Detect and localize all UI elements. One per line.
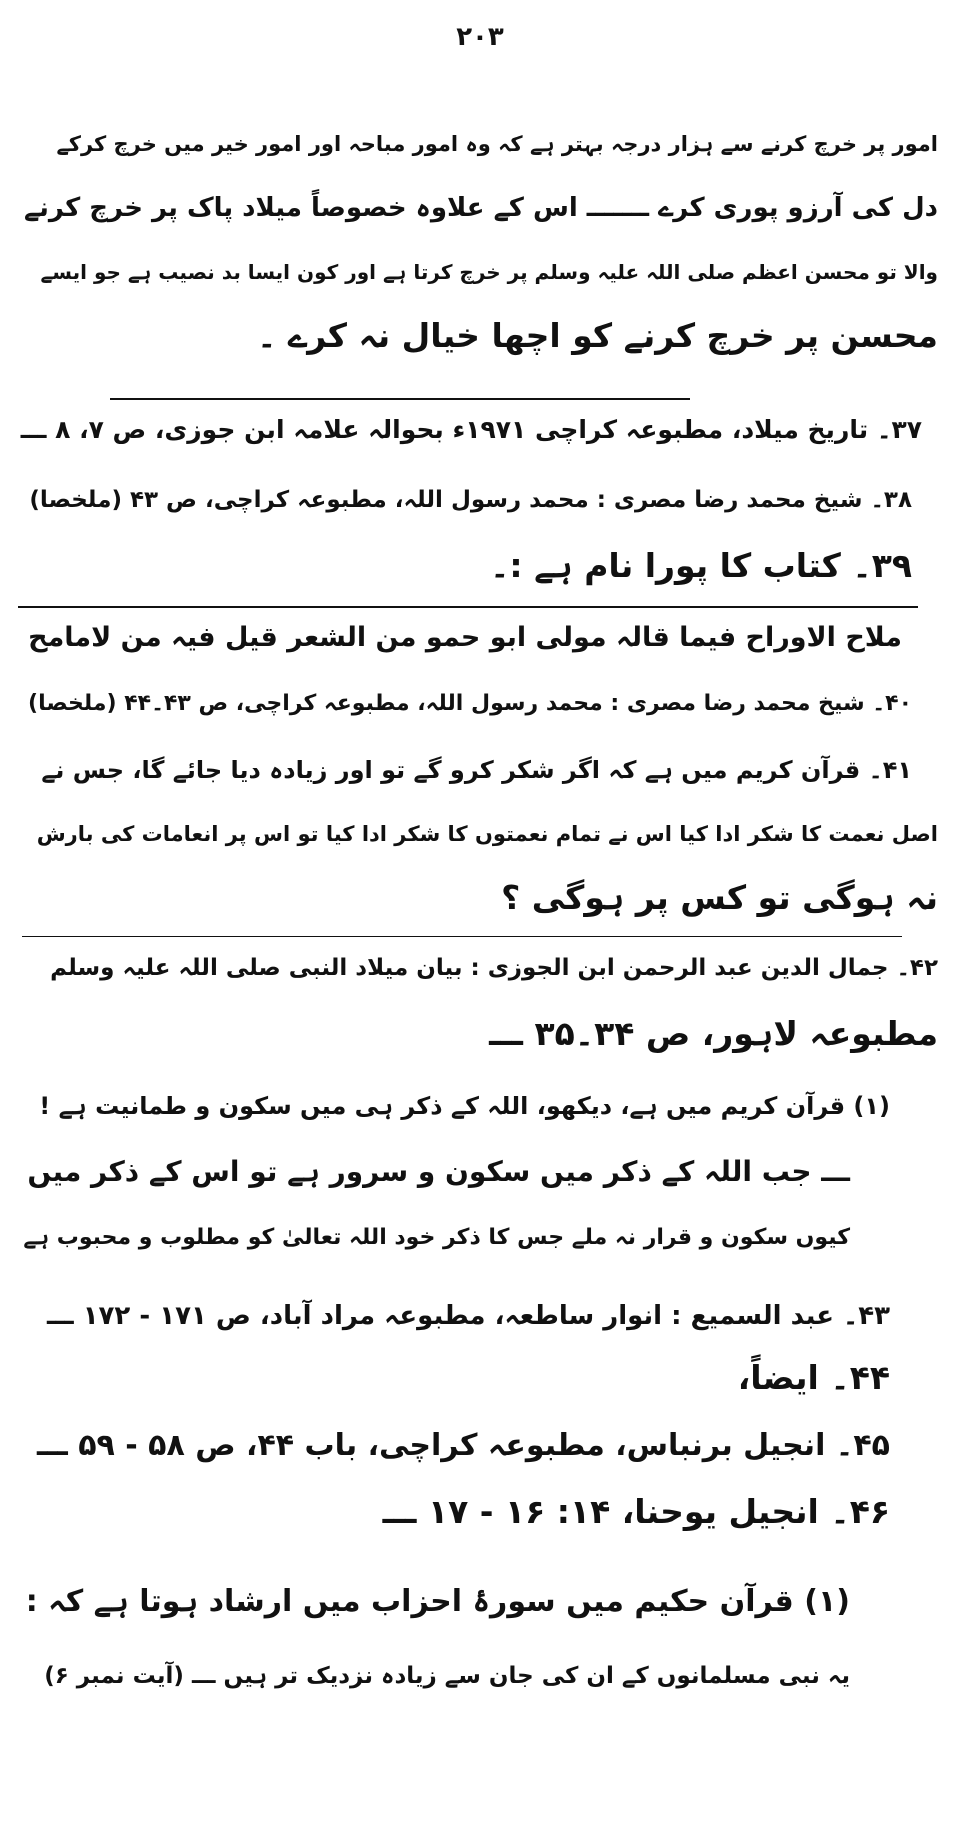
footnote-line: ۴۶۔ انجیل یوحنا، ۱۴: ۱۶ - ۱۷ ـــ (382, 1492, 890, 1531)
footnote-line: (۱) قرآن کریم میں ہے، دیکھو، اللہ کے ذکر ہی میں سکون و طمانیت ہے ! (39, 1092, 890, 1120)
footnote-line: یہ نبی مسلمانوں کے ان کی جان سے زیادہ نزدیک تر ہیں ـــ (آیت نمبر ۶) (44, 1663, 850, 1689)
footnote-line: ملاح الاوراح فیما قالہ مولی ابو حمو من الشعر قیل فیہ من لامامح (28, 622, 902, 653)
footnote-line: کیوں سکون و قرار نہ ملے جس کا ذکر خود اللہ تعالیٰ کو مطلوب و محبوب ہے (23, 1225, 850, 1250)
footnote-line: ۴۴۔ ایضاً، (737, 1358, 890, 1397)
footnote-line: ۴۲۔ جمال الدین عبد الرحمن ابن الجوزی : بیان میلاد النبی صلی اللہ علیہ وسلم (50, 955, 938, 981)
paragraph-line: محسن پر خرچ کرنے کو اچھا خیال نہ کرے ۔ (257, 316, 938, 355)
paragraph-line: امور پر خرچ کرنے سے ہزار درجہ بہتر ہے کہ وہ امور مباحہ اور امور خیر میں خرچ کرکے (56, 132, 938, 156)
paragraph-line: والا تو محسن اعظم صلی اللہ علیہ وسلم پر خرچ کرتا ہے اور کون ایسا بد نصیب ہے جو ایسے (40, 260, 938, 284)
footnote-line: ـــ جب اللہ کے ذکر میں سکون و سرور ہے تو اس کے ذکر میں (27, 1155, 850, 1188)
footnote-line: نہ ہوگی تو کس پر ہوگی ؟ (501, 878, 938, 917)
footnote-line: (۱) قرآن حکیم میں سورۂ احزاب میں ارشاد ہوتا ہے کہ : (25, 1584, 850, 1619)
page-number: ۲۰۳ (456, 22, 504, 52)
separator-line (22, 936, 902, 937)
footnote-line: اصل نعمت کا شکر ادا کیا اس نے تمام نعمتوں کا شکر ادا کیا تو اس پر انعامات کی بارش (36, 822, 938, 846)
footnote-line: مطبوعہ لاہور، ص ۳۴۔۳۵ ـــ (489, 1014, 938, 1053)
footnote-line: ۴۰۔ شیخ محمد رضا مصری : محمد رسول اللہ، مطبوعہ کراچی، ص ۴۳۔۴۴ (ملخصا) (28, 691, 912, 716)
footnote-line: ۴۳۔ عبد السمیع : انوار ساطعہ، مطبوعہ مراد آباد، ص ۱۷۱ - ۱۷۲ ـــ (46, 1301, 890, 1331)
footnote-line: ۴۵۔ انجیل برنباس، مطبوعہ کراچی، باب ۴۴، ص ۵۸ - ۵۹ ـــ (36, 1428, 890, 1463)
footnote-line: ۳۹۔ کتاب کا پورا نام ہے :۔ (490, 546, 912, 585)
paragraph-line: دل کی آرزو پوری کرے ـــــــ اس کے علاوہ خصوصاً میلاد پاک پر خرچ کرنے (23, 193, 938, 223)
separator-line (18, 606, 918, 608)
footnote-line: ۳۸۔ شیخ محمد رضا مصری : محمد رسول اللہ، مطبوعہ کراچی، ص ۴۳ (ملخصا) (29, 487, 912, 513)
footnote-line: ۳۷۔ تاریخ میلاد، مطبوعہ کراچی ۱۹۷۱ء بحوالہ علامہ ابن جوزی، ص ۷، ۸ ـــ (20, 415, 922, 444)
separator-line (110, 398, 690, 400)
footnote-line: ۴۱۔ قرآن کریم میں ہے کہ اگر شکر کرو گے تو اور زیادہ دیا جائے گا، جس نے (41, 756, 912, 784)
